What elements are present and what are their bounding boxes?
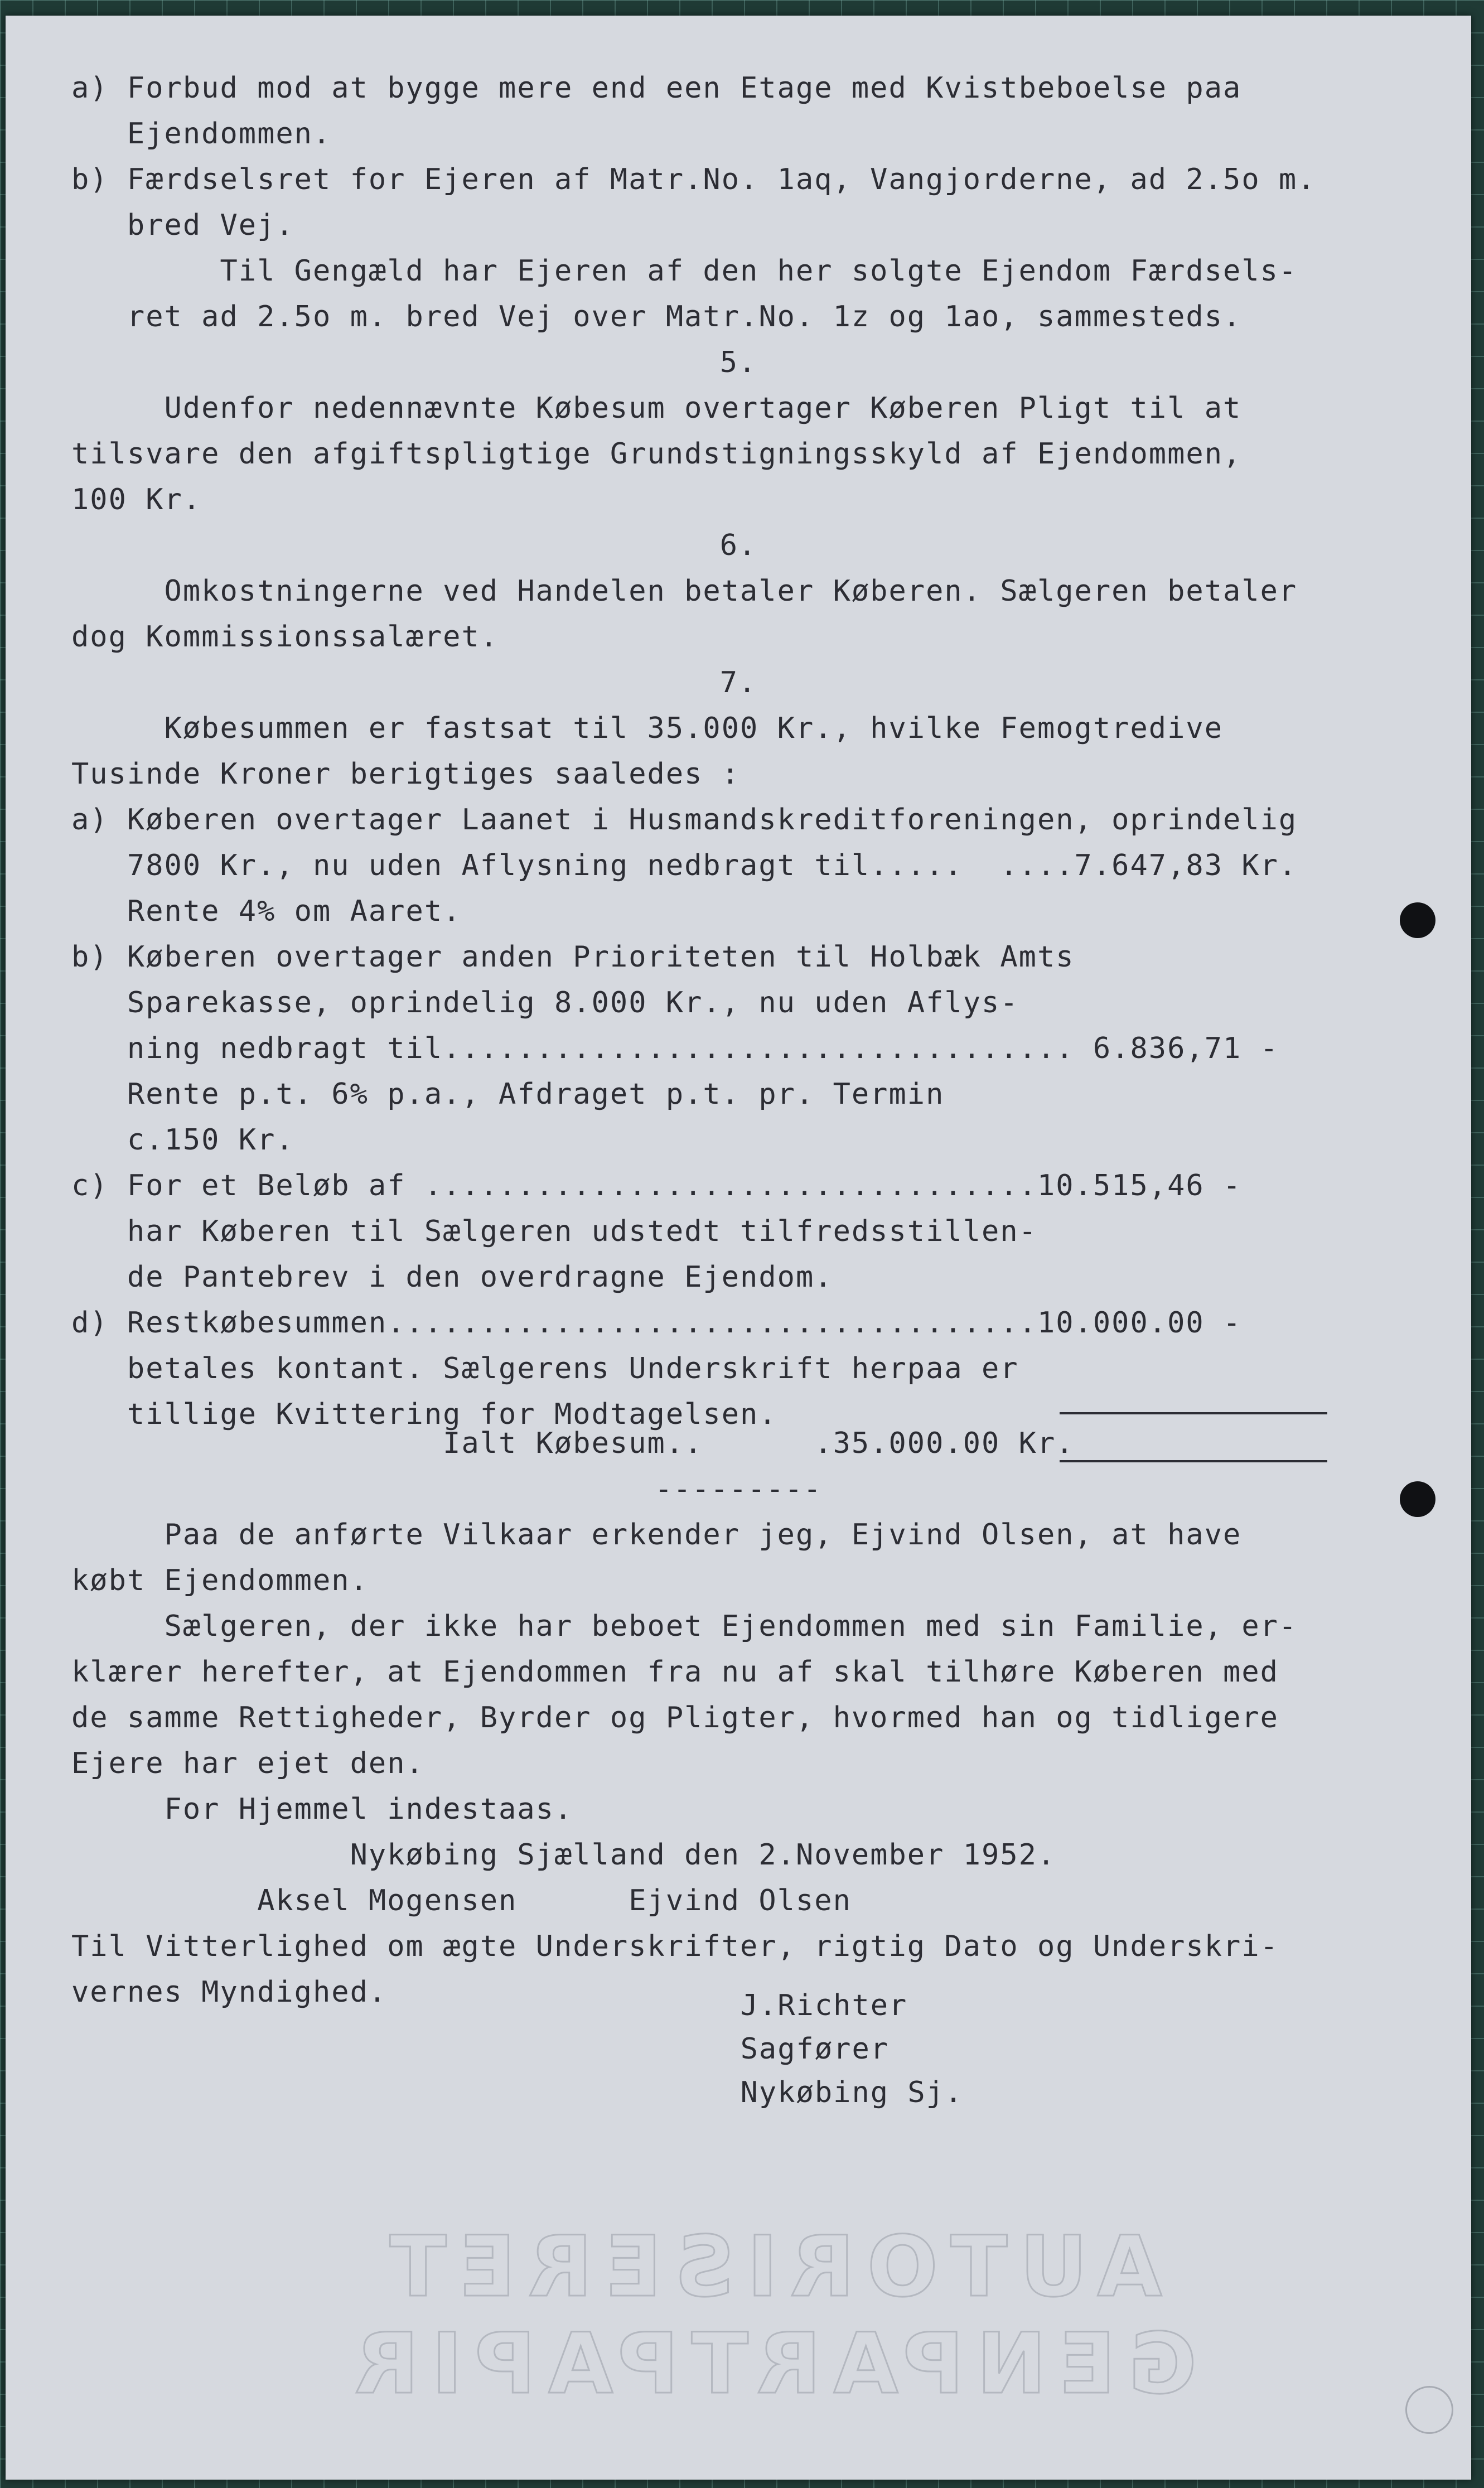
punch-hole-upper: [1400, 902, 1435, 938]
witness-place: Nykøbing Sj.: [462, 2076, 964, 2109]
text-line: Ejere har ejet den.: [71, 1747, 424, 1780]
text-line: bred Vej.: [71, 209, 294, 242]
witness-name: J.Richter: [462, 1989, 908, 2022]
text-line: klærer herefter, at Ejendommen fra nu af skal tilhøre Køberen med: [71, 1655, 1279, 1689]
text-line: For Hjemmel indestaas.: [71, 1793, 573, 1826]
stamp-circle-icon: [1405, 2386, 1453, 2434]
text-line: Udenfor nedennævnte Købesum overtager Køberen Pligt til at: [71, 392, 1242, 425]
text-line: tilsvare den afgiftspligtige Grundstigningsskyld af Ejendommen,: [71, 437, 1242, 471]
text-line: Tusinde Kroner berigtiges saaledes :: [71, 757, 741, 791]
text-line: Sælgeren, der ikke har beboet Ejendommen med sin Familie, er-: [71, 1610, 1298, 1643]
text-line: Omkostningerne ved Handelen betaler Køberen. Sælgeren betaler: [71, 574, 1298, 608]
text-line: ning nedbragt til.................................. 6.836,71 -: [71, 1032, 1279, 1065]
text-line: dog Kommissionssalæret.: [71, 620, 499, 654]
witness-title: Sagfører: [462, 2032, 890, 2066]
date-line: Nykøbing Sjælland den 2.November 1952.: [71, 1838, 1056, 1872]
text-line: tillige Kvittering for Modtagelsen.: [71, 1398, 777, 1431]
text-line: de Pantebrev i den overdragne Ejendom.: [71, 1260, 833, 1294]
text-line: Rente 4% om Aaret.: [71, 895, 462, 928]
total-rule-top: [1060, 1412, 1327, 1414]
text-line: b) Færdselsret for Ejeren af Matr.No. 1aq, Vangjorderne, ad 2.5o m.: [71, 163, 1316, 196]
signatures-line: Aksel Mogensen Ejvind Olsen: [71, 1884, 852, 1917]
watermark-text: AUTORISERET GENPARTPAPIR: [342, 2219, 1197, 2413]
text-line: Til Vitterlighed om ægte Underskrifter, rigtig Dato og Underskri-: [71, 1930, 1279, 1963]
text-line: a) Forbud mod at bygge mere end een Etage med Kvistbeboelse paa: [71, 71, 1242, 105]
section-number: 5.: [719, 346, 757, 379]
text-line: de samme Rettigheder, Byrder og Pligter, hvormed han og tidligere: [71, 1701, 1279, 1735]
text-line: b) Køberen overtager anden Prioriteten til Holbæk Amts: [71, 940, 1075, 974]
text-line: købt Ejendommen.: [71, 1564, 369, 1597]
text-line: Købesummen er fastsat til 35.000 Kr., hvilke Femogtredive: [71, 712, 1224, 745]
text-line: 7800 Kr., nu uden Aflysning nedbragt til..... ....7.647,83 Kr.: [71, 849, 1298, 882]
text-line: Sparekasse, oprindelig 8.000 Kr., nu uden Aflys-: [71, 986, 1019, 1020]
text-line: c.150 Kr.: [71, 1123, 294, 1157]
text-line: d) Restkøbesummen...................................10.000.00 -: [71, 1306, 1242, 1340]
text-line: betales kontant. Sælgerens Underskrift herpaa er: [71, 1352, 1019, 1385]
text-line: har Køberen til Sælgeren udstedt tilfredsstillen-: [71, 1215, 1037, 1248]
text-line: 100 Kr.: [71, 483, 202, 516]
section-number: 6.: [719, 529, 757, 562]
text-line: vernes Myndighed.: [71, 1975, 388, 2009]
section-number: 7.: [719, 666, 757, 699]
document-page: [6, 16, 1471, 2480]
text-line: c) For et Beløb af .................................10.515,46 -: [71, 1169, 1242, 1202]
text-line: Paa de anførte Vilkaar erkender jeg, Ejvind Olsen, at have: [71, 1518, 1242, 1552]
total-line: Ialt Købesum.. .35.000.00 Kr.: [71, 1427, 1075, 1460]
text-line: Ejendommen.: [71, 117, 332, 151]
text-line: Rente p.t. 6% p.a., Afdraget p.t. pr. Termin: [71, 1078, 945, 1111]
total-rule-bottom: [1060, 1460, 1327, 1462]
text-line: ret ad 2.5o m. bred Vej over Matr.No. 1z og 1ao, sammesteds.: [71, 300, 1242, 334]
separator-line: ---------: [655, 1472, 822, 1506]
text-line: a) Køberen overtager Laanet i Husmandskreditforeningen, oprindelig: [71, 803, 1298, 837]
text-line: Til Gengæld har Ejeren af den her solgte Ejendom Færdsels-: [71, 254, 1298, 288]
